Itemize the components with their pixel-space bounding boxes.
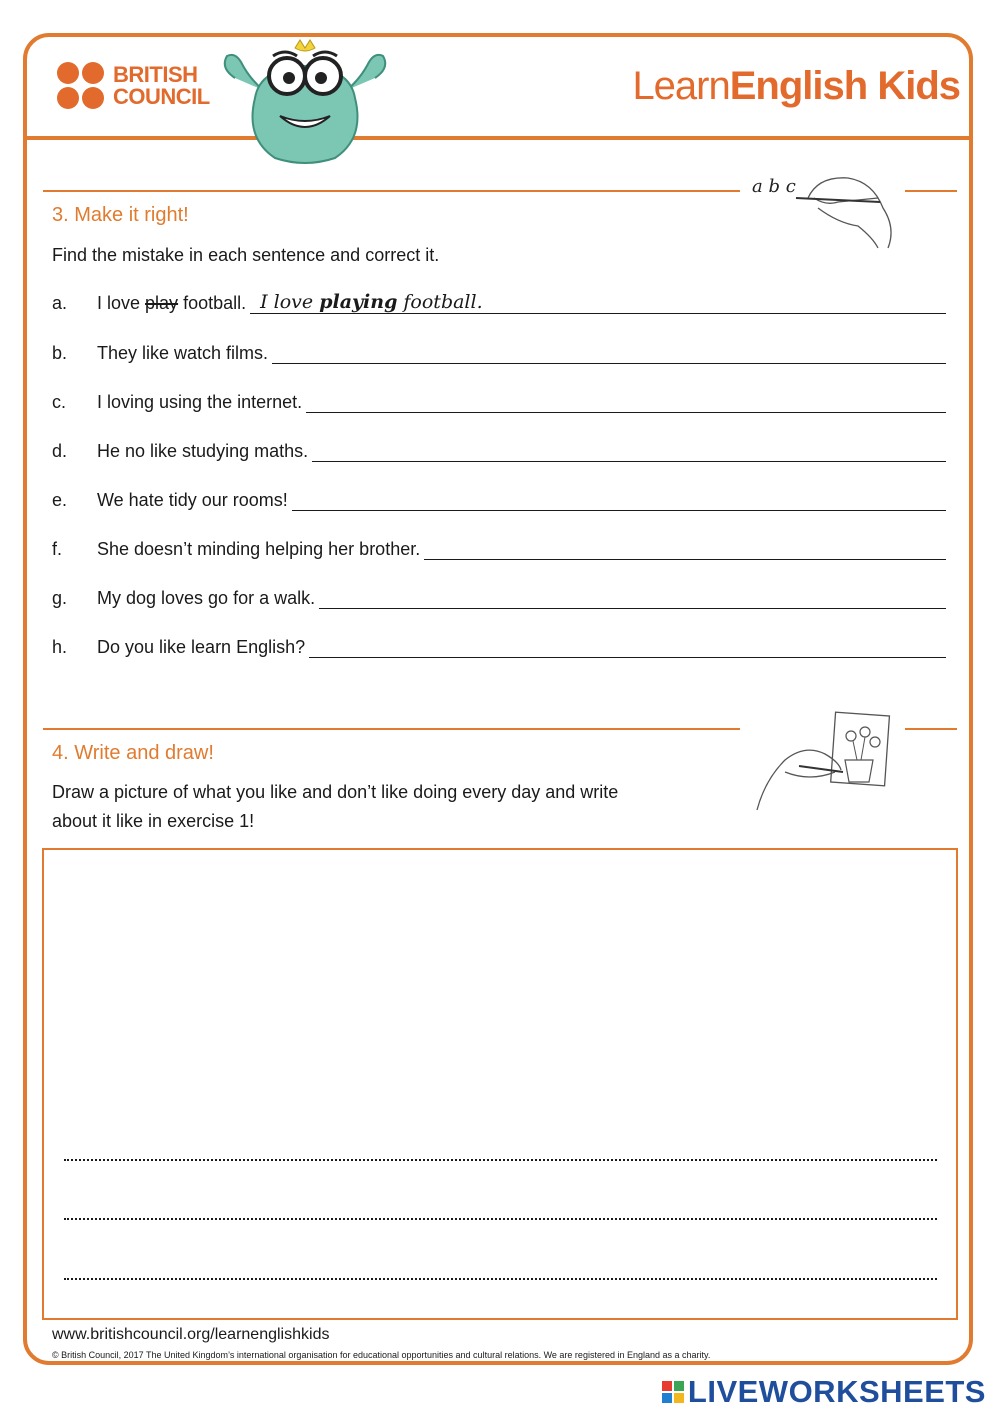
exercise-letter: g.: [52, 588, 68, 608]
answer-line-a[interactable]: I love playing football.: [250, 293, 946, 314]
section4-instruction-line2: about it like in exercise 1!: [52, 811, 255, 831]
writing-line-2[interactable]: [64, 1218, 937, 1220]
exercise-row-h: [52, 634, 946, 658]
footer-copyright: © British Council, 2017 The United Kingdom’s international organisation for educational opportunities and cultural relations. We are registered in England as a charity.: [52, 1350, 711, 1360]
section3-rule-left: [43, 190, 740, 192]
section3-instruction: Find the mistake in each sentence and correct it.: [52, 245, 440, 265]
liveworksheets-logo: [662, 1374, 986, 1410]
header-divider: [25, 136, 973, 140]
lek-english: English: [729, 64, 868, 108]
footer-url: www.britishcouncil.org/learnenglishkids: [52, 1326, 330, 1343]
section3-rule-right: [905, 190, 957, 192]
exercise-sentence: They like watch films.: [97, 343, 269, 363]
exercise-letter: f.: [52, 539, 63, 559]
answer-line-d[interactable]: [312, 441, 946, 462]
answer-line-c[interactable]: [306, 392, 946, 413]
exercise-letter: d.: [52, 441, 68, 461]
exercise-row-d: [52, 438, 946, 462]
exercise-sentence: She doesn’t minding helping her brother.: [97, 539, 421, 559]
handwriting-hand-icon: [748, 168, 898, 250]
exercise-sentence: My dog loves go for a walk.: [97, 588, 316, 608]
answer-line-e[interactable]: [292, 490, 946, 511]
drawing-hand-icon: [755, 710, 895, 815]
bc-line-2: COUNCIL: [113, 84, 210, 109]
drawing-area[interactable]: [42, 848, 958, 1320]
answer-line-b[interactable]: [272, 343, 946, 364]
struck-word: play: [145, 293, 179, 313]
exercise-row-f: [52, 536, 946, 560]
exercise-sentence: I loving using the internet.: [97, 392, 303, 412]
exercise-row-g: [52, 585, 946, 609]
section3-title: 3. Make it right!: [52, 204, 189, 226]
section4-title: 4. Write and draw!: [52, 742, 214, 764]
exercise-row-c: [52, 389, 946, 413]
exercise-row-a: [52, 290, 946, 314]
exercise-sentence: He no like studying maths.: [97, 441, 309, 461]
answer-line-f[interactable]: [424, 539, 946, 560]
exercise-sentence: I love play football.: [97, 293, 247, 313]
british-council-dots-icon: [57, 62, 105, 110]
writing-line-3[interactable]: [64, 1278, 937, 1280]
answer-line-h[interactable]: [309, 637, 946, 658]
answer-correction: playing: [319, 291, 398, 313]
exercise-row-e: [52, 487, 946, 511]
exercise-letter: c.: [52, 392, 67, 412]
lek-kids: Kids: [867, 64, 960, 108]
writing-line-1[interactable]: [64, 1159, 937, 1161]
liveworksheets-wordmark: LIVEWORKSHEETS: [687, 1374, 986, 1409]
section4-rule-left: [43, 728, 740, 730]
learnenglish-kids-logo: [632, 64, 960, 109]
section4-instruction-line1: Draw a picture of what you like and don’t like doing every day and write: [52, 782, 619, 802]
exercise-sentence: We hate tidy our rooms!: [97, 490, 288, 510]
exercise-letter: e.: [52, 490, 68, 510]
lek-learn: Learn: [632, 64, 730, 108]
abc-text: a b c: [752, 176, 796, 197]
exercise-sentence: Do you like learn English?: [97, 637, 306, 657]
liveworksheets-grid-icon: [662, 1381, 684, 1403]
exercise-row-b: [52, 340, 946, 364]
monster-mascot-icon: [215, 38, 395, 166]
exercise-letter: a.: [52, 293, 68, 313]
section4-rule-right: [905, 728, 957, 730]
british-council-wordmark: [113, 64, 210, 108]
exercise-letter: b.: [52, 343, 68, 363]
exercise-letter: h.: [52, 637, 68, 657]
answer-line-g[interactable]: [319, 588, 946, 609]
bc-line-1: BRITISH: [113, 62, 198, 87]
british-council-logo: [57, 62, 210, 110]
